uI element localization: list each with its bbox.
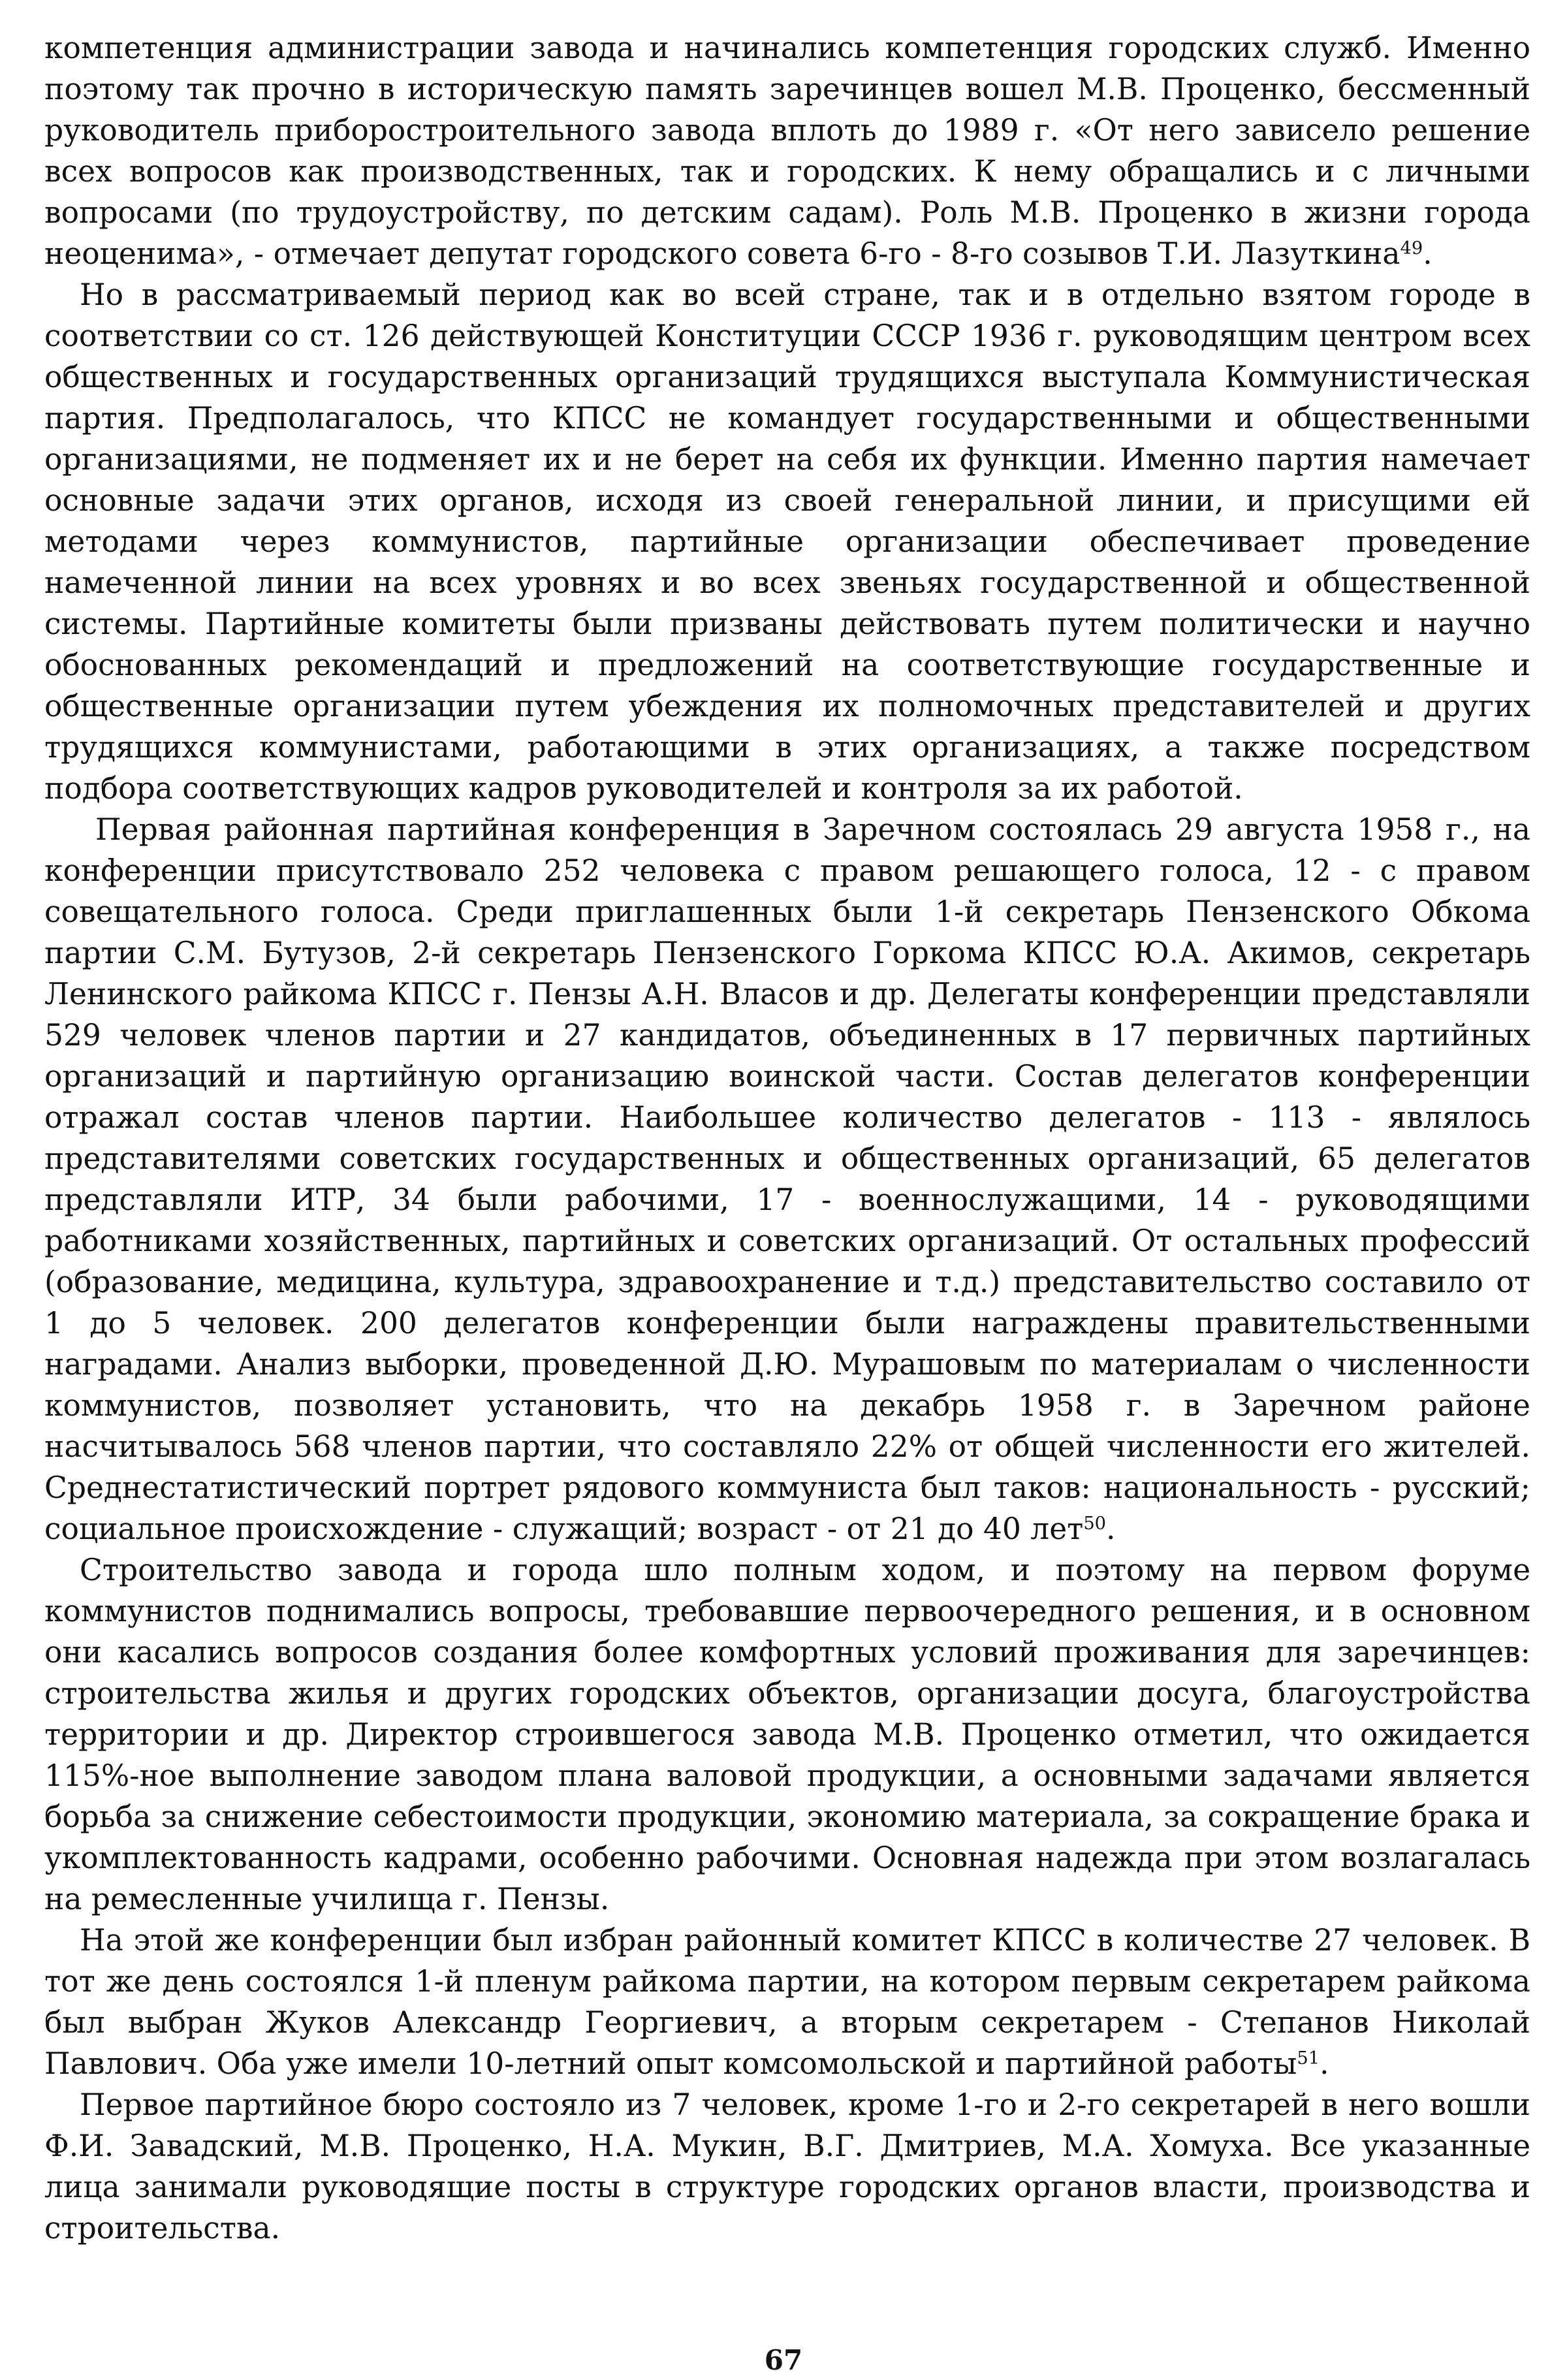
footnote-ref-50: 50 [1083,1514,1107,1534]
footnote-ref-51: 51 [1297,2048,1320,2069]
paragraph-2-text: Но в рассматриваемый период как во всей стране, так и в отдельно взятом городе в соответствии со ст. 126 действующей Конституции СССР 1936 г. руководящим центром всех общественных и государственных организаций трудящихся выступала Коммунистическая партия. Предполагалось, что КПСС не командует государственными и общественными организациями, не подменяет их и не берет на себя их функции. Именно партия намечает основные задачи этих органов, исходя из своей генеральной линии, и присущими ей методами через коммунистов, партийные организации обеспечивает проведение намеченной линии на всех уровнях и во всех звеньях государственной и общественной системы. Партийные комитеты были призваны действовать путем политически и научно обоснованных рекомендаций и предложений на соответствующие государственные и общественные организации путем убеждения их полномочных представителей и других трудящихся коммунистами, работающими в этих организациях, а также посредством подбора соответствующих кадров руководителей и контроля за их работой. [44,278,1530,806]
document-page [44,27,1530,2352]
paragraph-1: компетенция администрации завода и начинались компетенция городских служб. Именно поэтому так прочно в историческую память заречинцев вошел М.В. Проценко, бессменный руководитель приборостроительного завода вплоть до 1989 г. «От него зависело решение всех вопросов как производственных, так и городских. К нему обращались и с личными вопросами (по трудоустройству, по детским садам). Роль М.В. Проценко в жизни города неоценима», - отмечает депутат городского совета 6-го - 8-го созывов Т.И. Лазуткина$^{49}$. [44,31,1530,271]
paragraph-3-text: Первая районная партийная конференция в Заречном состоялась 29 августа 1958 г., на конференции присутствовало 252 человека с правом решающего голоса, 12 - с правом совещательного голоса. Среди приглашенных были 1-й секретарь Пензенского Обкома партии С.М. Бутузов, 2-й секретарь Пензенского Горкома КПСС Ю.А. Акимов, секретарь Ленинского райкома КПСС г. Пензы А.Н. Власов и др. Делегаты конференции представляли 529 человек членов партии и 27 кандидатов, объединенных в 17 первичных партийных организаций и партийную организацию воинской части. Состав делегатов конференции отражал состав членов партии. Наибольшее количество делегатов - 113 - являлось представителями советских государственных и общественных организаций, 65 делегатов представляли ИТР, 34 были рабочими, 17 - военнослужащими, 14 - руководящими работниками хозяйственных, партийных и советских организаций. От остальных профессий (образование, медицина, культура, здравоохранение и т.д.) представительство составило от 1 до 5 человек. 200 делегатов конференции были награждены правительственными наградами. Анализ выборки, проведенной Д.Ю. Мурашовым по материалам о численности коммунистов, позволяет установить, что на декабрь 1958 г. в Заречном районе насчитывалось 568 членов партии, что составляло 22% от общей численности его жителей. Среднестатистический портрет рядового коммуниста был таков: национальность - русский; социальное происхождение - служащий; возраст - от 21 до 40 лет [44,812,1530,1546]
page-number: 67 [764,2344,803,2376]
paragraph-2 [44,274,1530,809]
paragraph-4-text: Строительство завода и города шло полным ходом, и поэтому на первом форуме коммунистов поднимались вопросы, требовавшие первоочередного решения, и в основном они касались вопросов создания более комфортных условий проживания для заречинцев: строительства жилья и других городских объектов, организации досуга, благоустройства территории и др. Директор строившегося завода М.В. Проценко отметил, что ожидается 115%-ное выполнение заводом плана валовой продукции, а основными задачами является борьба за снижение себестоимости продукции, экономию материала, за сокращение брака и укомплектованность кадрами, особенно рабочими. Основная надежда при этом возлагалась на ремесленные училища г. Пензы. [44,1553,1530,1916]
paragraph-6-text: Первое партийное бюро состояло из 7 человек, кроме 1-го и 2-го секретарей в него вошли Ф.И. Завадский, М.В. Проценко, Н.А. Мукин, В.Г. Дмитриев, М.А. Хомуха. Все указанные лица занимали руководящие посты в структуре городских органов власти, производства и строительства. [44,2087,1530,2245]
paragraph-5-text: На этой же конференции был избран районный комитет КПСС в количестве 27 человек. В тот же день состоялся 1-й пленум райкома партии, на котором первым секретарем райкома был выбран Жуков Александр Георгиевич, а вторым секретарем - Степанов Николай Павлович. Оба уже имели 10-летний опыт комсомольской и партийной работы [44,1923,1530,2081]
paragraph-3: Первая районная партийная конференция в Заречном состоялась 29 августа 1958 г., на конференции присутствовало 252 человека с правом решающего голоса, 12 - с правом совещательного голоса. Среди приглашенных были 1-й секретарь Пензенского Обкома партии С.М. Бутузов, 2-й секретарь Пензенского Горкома КПСС Ю.А. Акимов, секретарь Ленинского райкома КПСС г. Пензы А.Н. Власов и др. Делегаты конференции представляли 529 человек членов партии и 27 кандидатов, объединенных в 17 первичных партийных организаций и партийную организацию воинской части. Состав делегатов конференции отражал состав членов партии. Наибольшее количество делегатов - 113 - являлось представителями советских государственных и общественных организаций, 65 делегатов представляли ИТР, 34 были рабочими, 17 - военнослужащими, 14 - руководящими работниками хозяйственных, партийных и советских организаций. От остальных профессий (образование, медицина, культура, здравоохранение и т.д.) представительство составило от 1 до 5 человек. 200 делегатов конференции были награждены правительственными наградами. Анализ выборки, проведенной Д.Ю. Мурашовым по материалам о численности коммунистов, позволяет установить, что на декабрь 1958 г. в Заречном районе насчитывалось 568 членов партии, что составляло 22% от общей численности его жителей. Среднестатистический портрет рядового коммуниста был таков: национальность - русский; социальное происхождение - служащий; возраст - от 21 до 40 лет$^{50}$. [44,812,1530,1546]
paragraph-5: На этой же конференции был избран районный комитет КПСС в количестве 27 человек. В тот же день состоялся 1-й пленум райкома партии, на котором первым секретарем райкома был выбран Жуков Александр Георгиевич, а вторым секретарем - Степанов Николай Павлович. Оба уже имели 10-летний опыт комсомольской и партийной работы$^{51}$. [44,1923,1530,2081]
paragraph-4 [44,1549,1530,1920]
footnote-ref-49: 49 [1400,238,1423,259]
paragraph-1-text: компетенция администрации завода и начинались компетенция городских служб. Именно поэтому так прочно в историческую память заречинцев вошел М.В. Проценко, бессменный руководитель приборостроительного завода вплоть до 1989 г. «От него зависело решение всех вопросов как производственных, так и городских. К нему обращались и с личными вопросами (по трудоустройству, по детским садам). Роль М.В. Проценко в жизни города неоценима», - отмечает депутат городского совета 6-го - 8-го созывов Т.И. Лазуткина [44,31,1530,271]
paragraph-6 [44,2084,1530,2249]
